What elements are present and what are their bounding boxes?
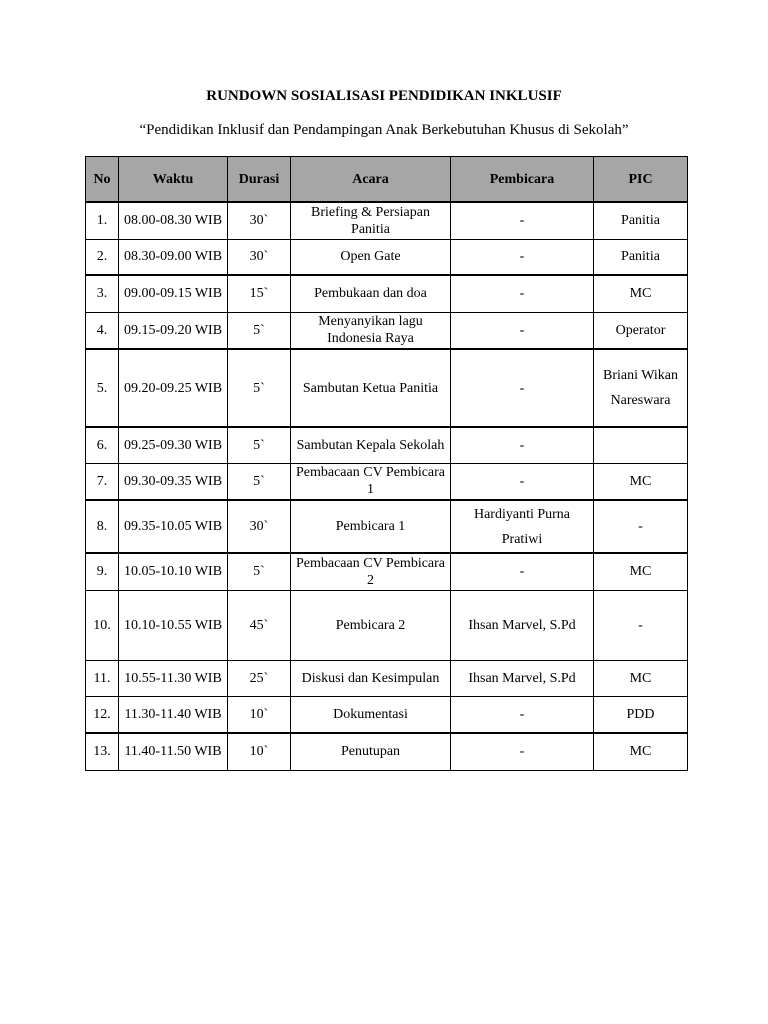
- cell-waktu: 10.10-10.55 WIB: [119, 590, 228, 660]
- cell-waktu: 08.30-09.00 WIB: [119, 239, 228, 275]
- cell-pembicara: -: [451, 349, 594, 427]
- cell-pic: MC: [594, 733, 688, 770]
- cell-pembicara: Hardiyanti Purna Pratiwi: [451, 500, 594, 553]
- cell-acara: Pembacaan CV Pembicara 2: [291, 553, 451, 590]
- cell-no: 3.: [86, 275, 119, 312]
- cell-acara: Open Gate: [291, 239, 451, 275]
- cell-acara: Pembicara 1: [291, 500, 451, 553]
- cell-pic: MC: [594, 275, 688, 312]
- cell-pic: Panitia: [594, 202, 688, 239]
- cell-pembicara: -: [451, 696, 594, 733]
- table-row: [86, 696, 688, 733]
- table-row: [86, 463, 688, 500]
- table-row: [86, 349, 688, 427]
- cell-waktu: 11.40-11.50 WIB: [119, 733, 228, 770]
- cell-pic: MC: [594, 553, 688, 590]
- cell-pic: [594, 427, 688, 463]
- cell-pic: Operator: [594, 312, 688, 349]
- cell-durasi: 10`: [228, 696, 291, 733]
- cell-pembicara: -: [451, 463, 594, 500]
- cell-pic: Panitia: [594, 239, 688, 275]
- cell-acara: Dokumentasi: [291, 696, 451, 733]
- cell-pembicara: Ihsan Marvel, S.Pd: [451, 590, 594, 660]
- cell-no: 1.: [86, 202, 119, 239]
- header-pic: PIC: [594, 157, 688, 203]
- cell-waktu: 08.00-08.30 WIB: [119, 202, 228, 239]
- table-row: [86, 553, 688, 590]
- cell-no: 9.: [86, 553, 119, 590]
- cell-durasi: 45`: [228, 590, 291, 660]
- cell-acara: Sambutan Ketua Panitia: [291, 349, 451, 427]
- cell-pembicara: -: [451, 553, 594, 590]
- cell-waktu: 09.15-09.20 WIB: [119, 312, 228, 349]
- cell-pembicara: -: [451, 733, 594, 770]
- cell-durasi: 15`: [228, 275, 291, 312]
- cell-durasi: 25`: [228, 660, 291, 696]
- rundown-table: [85, 156, 688, 771]
- cell-no: 2.: [86, 239, 119, 275]
- cell-acara: Pembukaan dan doa: [291, 275, 451, 312]
- cell-pic: PDD: [594, 696, 688, 733]
- cell-acara: Penutupan: [291, 733, 451, 770]
- cell-no: 11.: [86, 660, 119, 696]
- cell-acara: Pembicara 2: [291, 590, 451, 660]
- cell-pic: -: [594, 590, 688, 660]
- cell-waktu: 10.05-10.10 WIB: [119, 553, 228, 590]
- table-row: [86, 733, 688, 770]
- cell-waktu: 09.30-09.35 WIB: [119, 463, 228, 500]
- cell-no: 12.: [86, 696, 119, 733]
- cell-pembicara: -: [451, 202, 594, 239]
- cell-durasi: 5`: [228, 349, 291, 427]
- cell-pembicara: -: [451, 312, 594, 349]
- cell-durasi: 30`: [228, 500, 291, 553]
- cell-durasi: 30`: [228, 202, 291, 239]
- cell-durasi: 5`: [228, 427, 291, 463]
- cell-waktu: 09.00-09.15 WIB: [119, 275, 228, 312]
- table-row: [86, 590, 688, 660]
- cell-waktu: 09.35-10.05 WIB: [119, 500, 228, 553]
- table-header-row: [86, 157, 688, 203]
- header-pembicara: Pembicara: [451, 157, 594, 203]
- header-durasi: Durasi: [228, 157, 291, 203]
- cell-acara: Menyanyikan lagu Indonesia Raya: [291, 312, 451, 349]
- table-row: [86, 427, 688, 463]
- document-title: RUNDOWN SOSIALISASI PENDIDIKAN INKLUSIF: [206, 88, 562, 104]
- cell-no: 8.: [86, 500, 119, 553]
- table-row: [86, 275, 688, 312]
- cell-pic: MC: [594, 660, 688, 696]
- cell-acara: Pembacaan CV Pembicara 1: [291, 463, 451, 500]
- cell-pic: MC: [594, 463, 688, 500]
- cell-pembicara: Ihsan Marvel, S.Pd: [451, 660, 594, 696]
- cell-no: 5.: [86, 349, 119, 427]
- cell-pembicara: -: [451, 275, 594, 312]
- document-subtitle: “Pendidikan Inklusif dan Pendampingan Anak Berkebutuhan Khusus di Sekolah”: [139, 122, 629, 138]
- cell-pembicara: -: [451, 427, 594, 463]
- cell-waktu: 11.30-11.40 WIB: [119, 696, 228, 733]
- cell-acara: Briefing & Persiapan Panitia: [291, 202, 451, 239]
- cell-waktu: 09.20-09.25 WIB: [119, 349, 228, 427]
- table-row: [86, 239, 688, 275]
- table-row: [86, 312, 688, 349]
- cell-no: 4.: [86, 312, 119, 349]
- cell-pic: Briani Wikan Nareswara: [594, 349, 688, 427]
- cell-durasi: 5`: [228, 312, 291, 349]
- cell-pic: -: [594, 500, 688, 553]
- cell-no: 7.: [86, 463, 119, 500]
- cell-durasi: 5`: [228, 463, 291, 500]
- table-row: [86, 202, 688, 239]
- table-row: [86, 660, 688, 696]
- cell-durasi: 30`: [228, 239, 291, 275]
- cell-waktu: 09.25-09.30 WIB: [119, 427, 228, 463]
- cell-no: 13.: [86, 733, 119, 770]
- cell-durasi: 10`: [228, 733, 291, 770]
- header-waktu: Waktu: [119, 157, 228, 203]
- cell-acara: Diskusi dan Kesimpulan: [291, 660, 451, 696]
- header-acara: Acara: [291, 157, 451, 203]
- cell-waktu: 10.55-11.30 WIB: [119, 660, 228, 696]
- cell-acara: Sambutan Kepala Sekolah: [291, 427, 451, 463]
- cell-durasi: 5`: [228, 553, 291, 590]
- cell-no: 10.: [86, 590, 119, 660]
- cell-no: 6.: [86, 427, 119, 463]
- cell-pembicara: -: [451, 239, 594, 275]
- table-row: [86, 500, 688, 553]
- header-no: No: [86, 157, 119, 203]
